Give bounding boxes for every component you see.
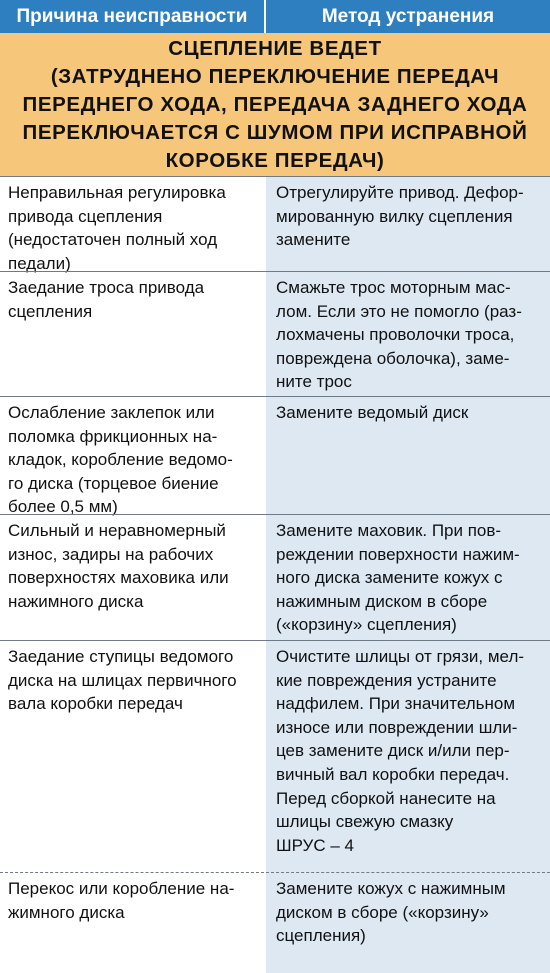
fix-cell: Отрегулируйте привод. Дефор- мированную вилку сцепления замените bbox=[276, 183, 524, 250]
table-row bbox=[0, 640, 550, 872]
cause-cell: Заедание ступицы ведомого диска на шлицах первичного вала коробки передач bbox=[8, 647, 237, 714]
fix-cell: Замените кожух с нажимным диском в сборе («корзину» сцепления) bbox=[276, 879, 506, 946]
table-header bbox=[0, 0, 550, 33]
fix-cell: Замените ведомый диск bbox=[276, 403, 469, 422]
table-row bbox=[0, 176, 550, 271]
cause-cell: Перекос или коробление на- жимного диска bbox=[8, 879, 235, 922]
fix-cell: Смажьте трос моторным мас- лом. Если это не помогло (раз- лохмачены проволочки троса, повреждена оболочка), заме- ните трос bbox=[276, 278, 522, 392]
cause-cell: Сильный и неравномерный износ, задиры на рабочих поверхностях маховика или нажимного диска bbox=[8, 521, 229, 611]
section-title: СЦЕПЛЕНИЕ ВЕДЕТ (ЗАТРУДНЕНО ПЕРЕКЛЮЧЕНИЕ ПЕРЕДАЧ ПЕРЕДНЕГО ХОДА, ПЕРЕДАЧА ЗАДНЕГО ХОДА ПЕРЕКЛЮЧАЕТСЯ С ШУМОМ ПРИ ИСПРАВНОЙ КОРОБКЕ ПЕРЕДАЧ) bbox=[0, 33, 550, 176]
table-row bbox=[0, 872, 550, 973]
fix-cell: Очистите шлицы от грязи, мел- кие повреждения устраните надфилем. При значительном износе или повреждении шли- цев замените диск и/или пер- вичный вал коробки передач. Перед сборкой нанесите на шлицы свежую смазку ШРУС – 4 bbox=[276, 647, 525, 855]
table-row bbox=[0, 514, 550, 640]
cause-cell: Заедание троса привода сцепления bbox=[8, 278, 205, 321]
table-row bbox=[0, 396, 550, 517]
cause-cell: Ослабление заклепок или поломка фрикционных на- кладок, коробление ведомо- го диска (торцевое биение более 0,5 мм) bbox=[8, 403, 233, 517]
table-row bbox=[0, 271, 550, 396]
fix-cell: Замените маховик. При пов- реждении поверхности нажим- ного диска замените кожух с нажимным диском в сборе («корзину» сцепления) bbox=[276, 521, 520, 635]
cause-column-header: Причина неисправности bbox=[0, 0, 266, 33]
fix-column-header: Метод устранения bbox=[321, 5, 495, 27]
cause-cell: Неправильная регулировка привода сцепления (недостаточен полный ход педали) bbox=[8, 183, 226, 273]
